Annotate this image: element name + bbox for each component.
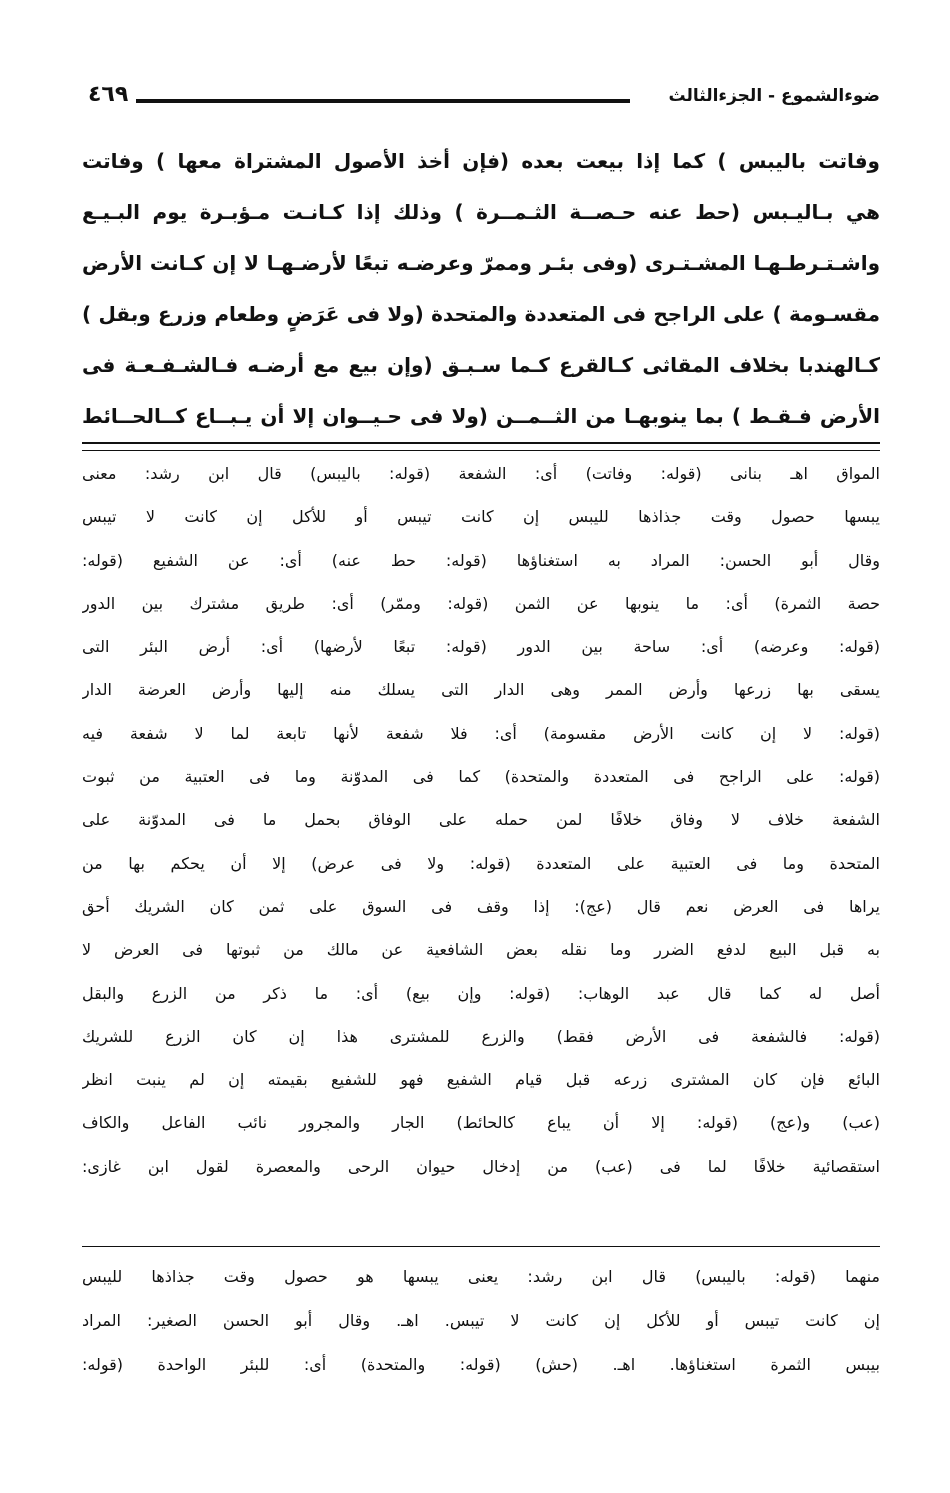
- footnote-line: منهما (قوله: باليبس) قال ابن رشد: يعنى يبسها هو حصول وقت جذاذها لليبس: [82, 1267, 880, 1286]
- main-text-line: كـالهندبا بخلاف المقاثى كـالقرع كـما سـبـق (وإن بيع مع أرضـه فـالشـفـعـة فى: [82, 353, 880, 377]
- commentary-line: الشفعة خلاف لا وفاق خلافًا لمن حمله على الوفاق بحمل ما فى المدوّنة على: [82, 810, 880, 830]
- main-text-line: مقسـومة ) على الراجح فى المتعددة والمتحدة (ولا فى عَرَضٍ وطعام وزرع وبقل ): [82, 302, 880, 326]
- main-text-line: الأرض فـقـط ) بما ينوبهـا من الثــمــن (ولا فى حـيــوان إلا أن يـبــاع كــالحــائط: [82, 404, 880, 428]
- commentary-line: (عب) و(عج) (قوله: إلا أن يباع كالحائط) الجار والمجرور نائب الفاعل والكاف: [82, 1113, 880, 1133]
- commentary: [82, 452, 880, 1188]
- commentary-line: المواق اهـ بنانى (قوله: وفاتت) أى: الشفعة (قوله: باليبس) قال ابن رشد: معنى: [82, 464, 880, 483]
- main-text-line: وفاتت باليبس ) كما إذا بيعت بعده (فإن أخذ الأصول المشتراة معها ) وفاتت: [82, 149, 880, 173]
- footnote-separator: [82, 1246, 880, 1247]
- main-text-line: هي بـاليـبس (حط عنه حـصــة الثـمــرة ) وذلك إذا كـانـت مـؤبـرة يوم البـيـع: [82, 200, 880, 224]
- main-text-separator: [82, 442, 880, 451]
- header-rule: [130, 99, 630, 103]
- commentary-line: البائع فإن كان المشترى زرعه قبل قيام الشفيع فهو للشفيع بقيمته إن لم ينبت انظر: [82, 1070, 880, 1090]
- commentary-line: يراها فى العرض نعم قال (عج): إذا وقف فى السوق على ثمن كان الشريك أحق: [82, 896, 880, 916]
- commentary-line: أصل له كما قال عبد الوهاب: (قوله: وإن بيع) أى: ما ذكر من الزرع والبقل: [82, 983, 880, 1003]
- footnote-line: إن كانت تيبس أو للأكل إن كانت لا تيبس. اهـ. وقال أبو الحسن الصغير: المراد: [82, 1311, 880, 1330]
- commentary-line: (قوله: لا إن كانت الأرض مقسومة) أى: فلا شفعة لأنها تابعة لما لا شفعة فيه: [82, 723, 880, 743]
- commentary-line: يبسها حصول وقت جذاذها لليبس إن كانت تيبس أو للأكل إن كانت لا تيبس: [82, 507, 880, 527]
- commentary-line: حصة الثمرة) أى: ما ينوبها عن الثمن (قوله: وممّر) أى: طريق مشترك بين الدور: [82, 593, 880, 613]
- main-text: [82, 136, 880, 442]
- commentary-line: وقال أبو الحسن: المراد به استغناؤها (قوله: حط عنه) أى: عن الشفيع (قوله:: [82, 550, 880, 570]
- commentary-line: المتحدة وما فى العتبية على المتعددة (قوله: ولا فى عرض) إلا أن يحكم بها من: [82, 853, 880, 873]
- commentary-line: (قوله: وعرضه) أى: ساحة بين الدور (قوله: تبعًا لأرضها) أى: أرض البئر التى: [82, 637, 880, 657]
- main-text-line: واشـتـرطـهـا المشـتـرى (وفى بئـر وممرّ وعرضـه تبعًا لأرضـهـا لا إن كـانت الأرض: [82, 251, 880, 275]
- running-title: ضوءالشموع - الجزءالثالث: [659, 86, 881, 106]
- page-header: [80, 82, 880, 116]
- commentary-line: به قبل البيع لدفع الضرر وما نقله بعض الشافعية عن مالك من ثبوتها فى العرض لا: [82, 940, 880, 960]
- footnote-line: بيبس الثمرة استغناؤها. اهـ. (حش) (قوله: والمتحدة) أى: للبئر الواحدة (قوله:: [82, 1355, 880, 1374]
- commentary-line: (قوله: على الراجح فى المتعددة والمتحدة) كما فى المدوّنة وما فى العتبية من ثبوت: [82, 767, 880, 787]
- footnote: [82, 1255, 880, 1387]
- commentary-line: (قوله: فالشفعة فى الأرض فقط) والزرع للمشترى هذا إن كان الزرع للشريك: [82, 1026, 880, 1046]
- page-number: ٤٦٩: [80, 82, 136, 107]
- commentary-line: يسقى بها زرعها وأرض الممر وهى الدار التى يسلك منه إليها وأرض العرضة الدار: [82, 680, 880, 700]
- commentary-line: استقصائية خلافًا لما فى (عب) من إدخال حيوان الرحى والمعصرة لقول ابن غازى:: [82, 1156, 880, 1176]
